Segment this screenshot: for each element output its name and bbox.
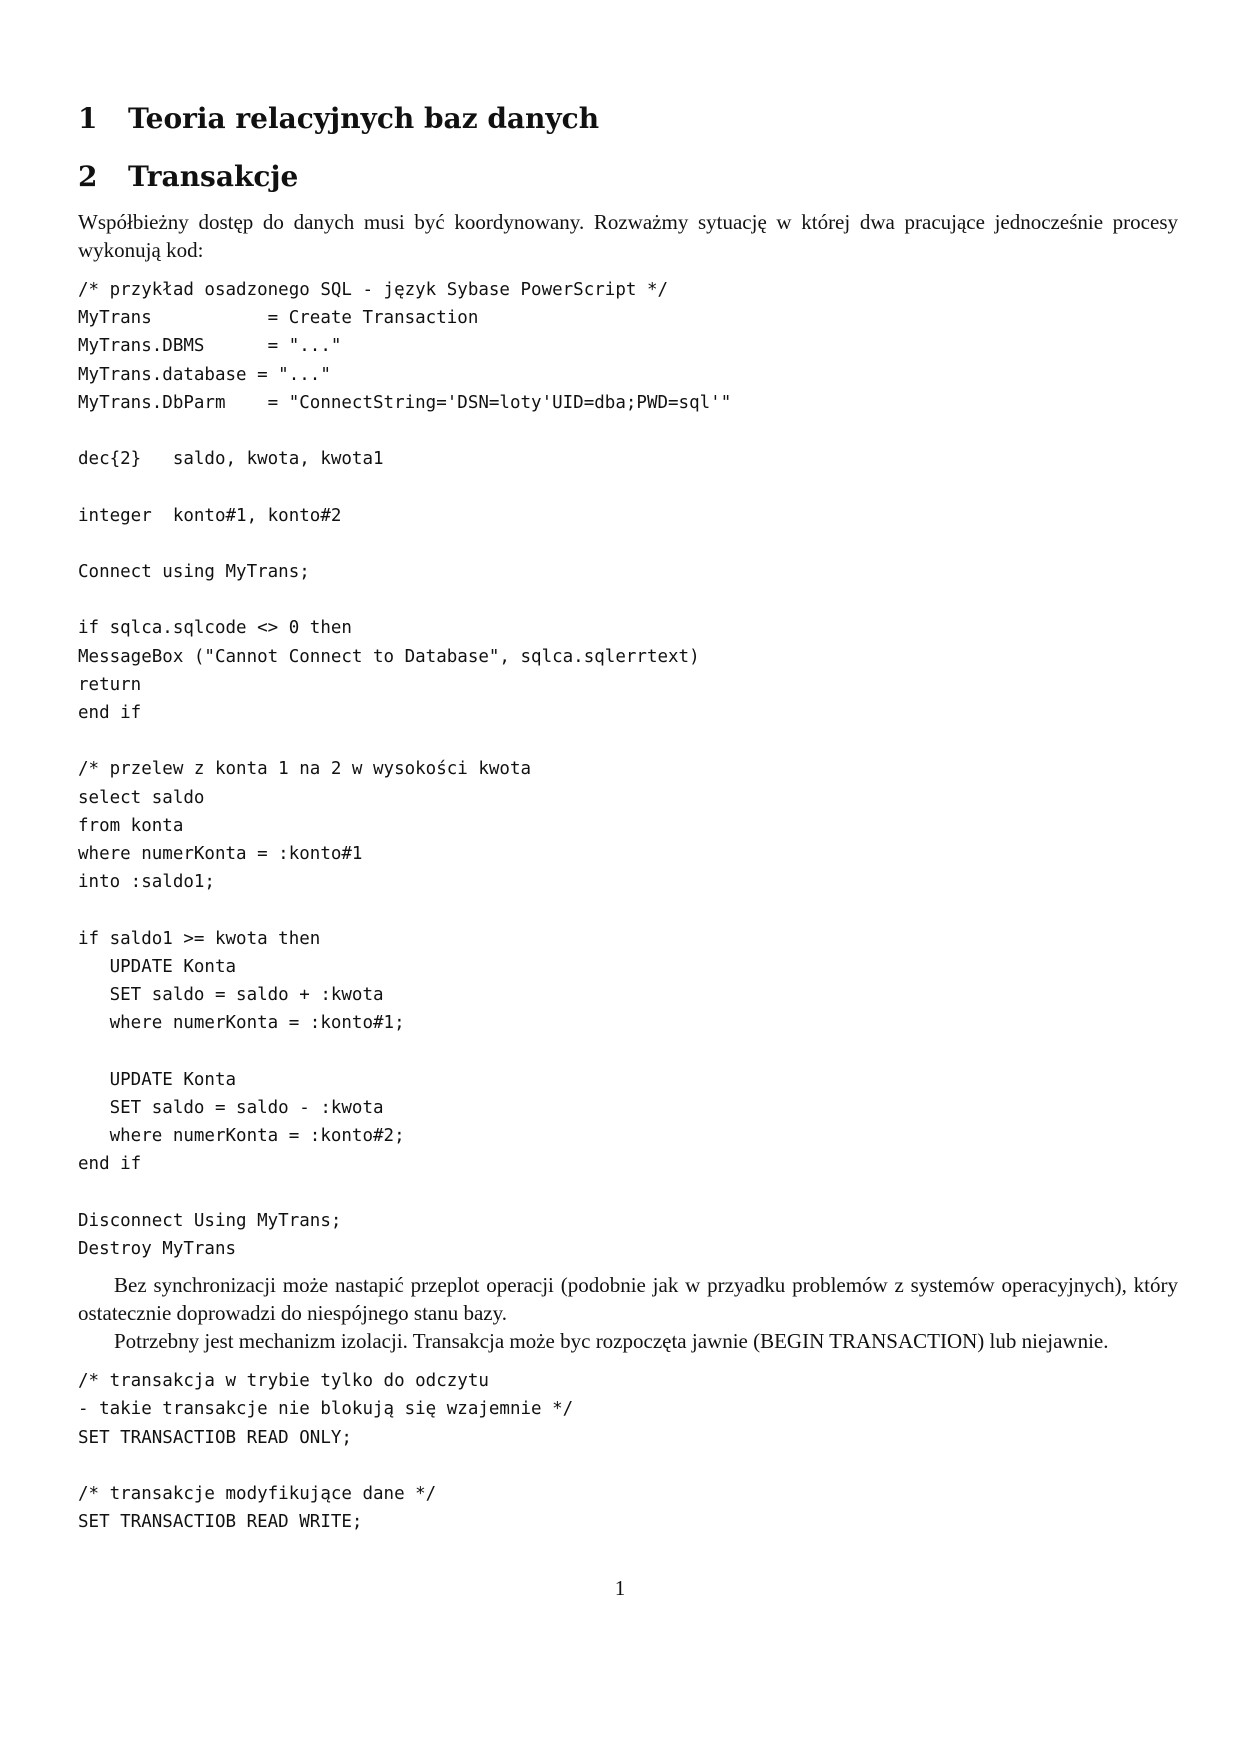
intro-paragraph: Współbieżny dostęp do danych musi być koordynowany. Rozważmy sytuację w której dwa pracujące jednocześnie procesy wykonują kod:: [78, 210, 1178, 262]
page-content: [78, 102, 1178, 1536]
code-block-transfer: /* przykład osadzonego SQL - język Sybase PowerScript */ MyTrans = Create Transaction MyTrans.DBMS = "..." MyTrans.database = "..." MyTrans.DbParm = "ConnectString='DSN=loty'UID=dba;PWD=sql'" dec{2} saldo, kwota, kwota1 integer konto#1, konto#2 Connect using MyTrans; if sqlca.sqlcode <> 0 then MessageBox ("Cannot Connect to Database", sqlca.sqlerrtext) return end if /* przelew z konta 1 na 2 w wysokości kwota select saldo from konta where numerKonta = :konto#1 into :saldo1; if saldo1 >= kwota then UPDATE Konta SET saldo = saldo + :kwota where numerKonta = :konto#1; UPDATE Konta SET saldo = saldo - :kwota where numerKonta = :konto#2; end if Disconnect Using MyTrans; Destroy MyTrans: [78, 280, 732, 1259]
section-heading-1: [78, 102, 1178, 136]
paragraph-interleave: Bez synchronizacji może nastapić przeplot operacji (podobnie jak w przyadku problemów z systemów operacyjnych), który ostatecznie doprowadzi do niespójnego stanu bazy.: [78, 1273, 1178, 1326]
page-number: 1: [614, 1576, 626, 1600]
section-title: Transakcje: [128, 160, 299, 193]
section-title: Teoria relacyjnych baz danych: [128, 102, 600, 135]
code-block-transaction-modes: /* transakcja w trybie tylko do odczytu - takie transakcje nie blokują się wzajemnie */ SET TRANSACTIOB READ ONLY; /* transakcje modyfikujące dane */ SET TRANSACTIOB READ WRITE;: [78, 1371, 574, 1533]
section-heading-2: [78, 160, 1178, 194]
paragraph-isolation: Potrzebny jest mechanizm izolacji. Transakcja może byc rozpoczęta jawnie (BEGIN TRANSACTION) lub niejawnie.: [114, 1329, 1109, 1354]
section-number: 1: [78, 102, 98, 135]
section-number: 2: [78, 160, 98, 193]
